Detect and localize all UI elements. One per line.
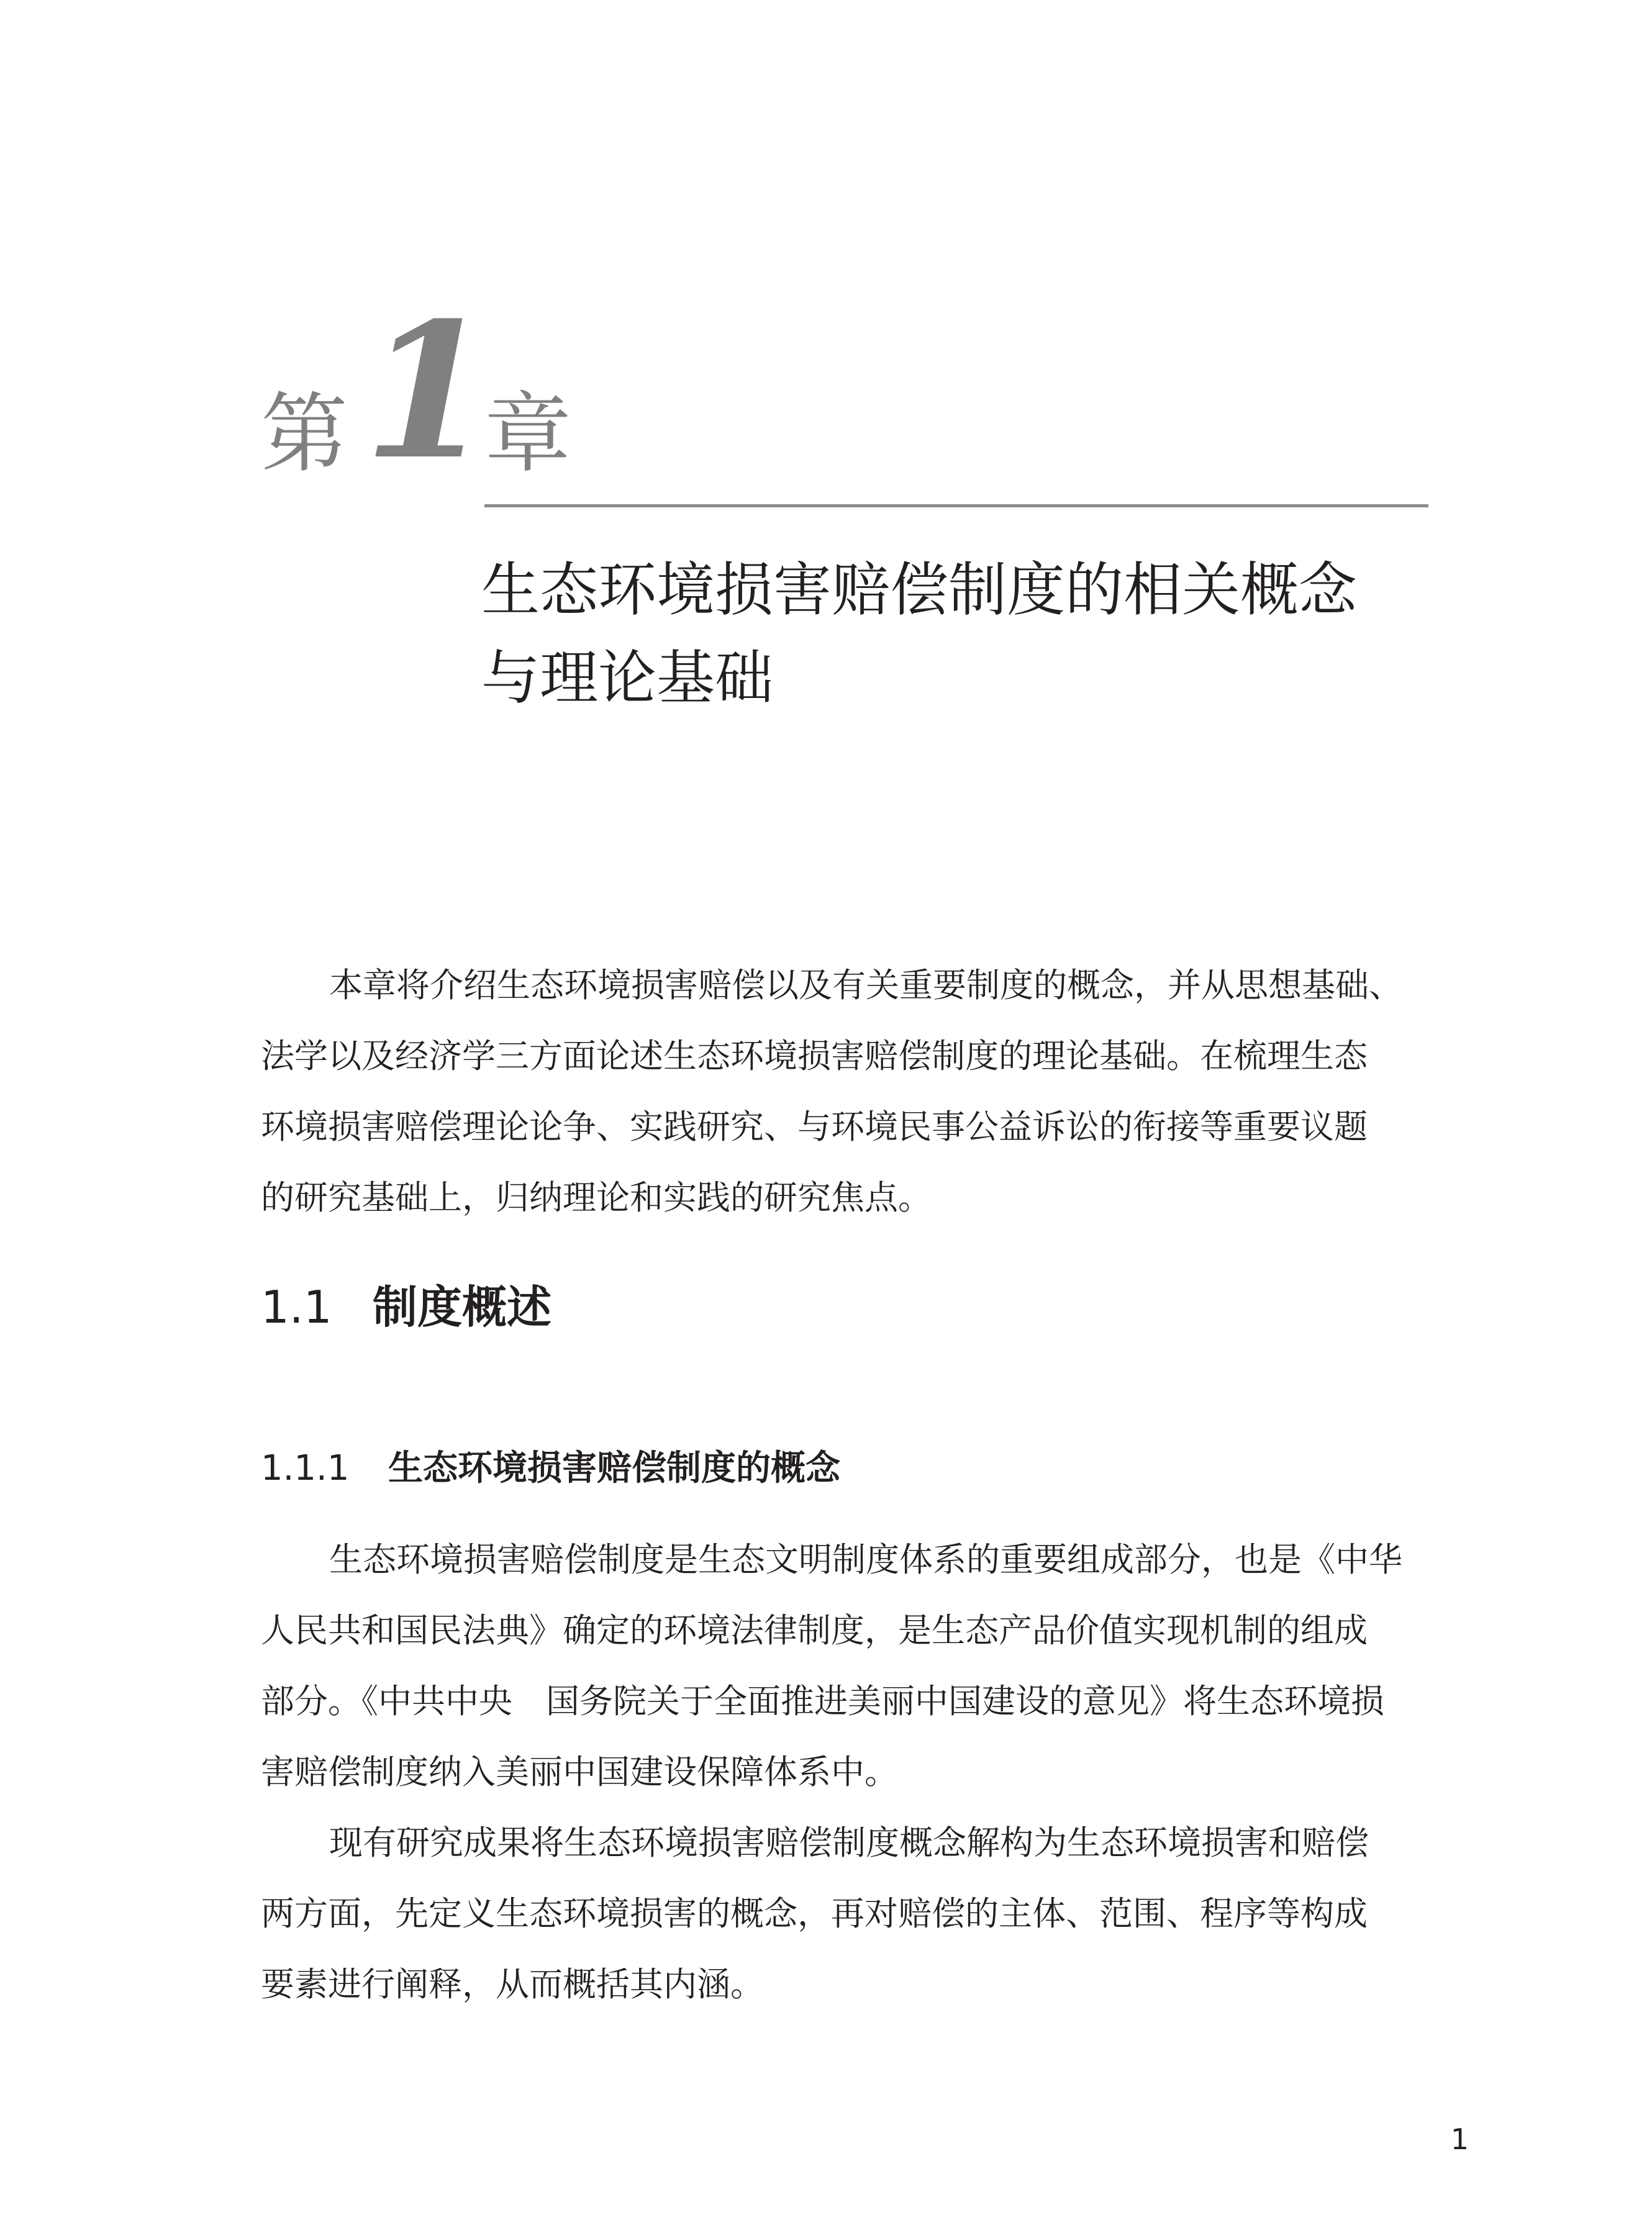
text-line: 环境损害赔偿理论论争、实践研究、与环境民事公益诉讼的衔接等重要议题 [261, 1107, 1368, 1146]
text-line: 的研究基础上，归纳理论和实践的研究焦点。 [261, 1178, 932, 1217]
chapter-prefix: 第 [261, 384, 348, 485]
chapter-suffix: 章 [484, 384, 572, 485]
text-line: 生态环境损害赔偿制度是生态文明制度体系的重要组成部分，也是《中华 [329, 1540, 1402, 1579]
chapter-title-line: 生态环境损害赔偿制度的相关概念 [481, 556, 1358, 624]
text-line: 人民共和国民法典》确定的环境法律制度，是生态产品价值实现机制的组成 [261, 1611, 1368, 1650]
chapter-heading [261, 281, 1130, 501]
text-line: 部分。《中共中央 国务院关于全面推进美丽中国建设的意见》将生态环境损 [261, 1682, 1384, 1721]
body-paragraph-2 [261, 1808, 1441, 2020]
text-line: 现有研究成果将生态环境损害赔偿制度概念解构为生态环境损害和赔偿 [329, 1823, 1369, 1862]
chapter-title [481, 546, 1450, 723]
body-paragraph-1 [261, 1524, 1441, 1808]
text-line: 害赔偿制度纳入美丽中国建设保障体系中。 [261, 1752, 898, 1791]
section-heading [261, 1276, 551, 1338]
chapter-divider [484, 504, 1428, 507]
chapter-title-line: 与理论基础 [481, 645, 774, 712]
subsection-title: 生态环境损害赔偿制度的概念 [388, 1448, 840, 1488]
chapter-number: 1 [363, 281, 493, 501]
text-line: 本章将介绍生态环境损害赔偿以及有关重要制度的概念，并从思想基础、 [329, 966, 1402, 1005]
subsection-number: 1.1.1 [261, 1448, 350, 1488]
text-line: 法学以及经济学三方面论述生态环境损害赔偿制度的理论基础。在梳理生态 [261, 1036, 1368, 1076]
text-line: 要素进行阐释，从而概括其内涵。 [261, 1965, 764, 2004]
intro-paragraph [261, 950, 1441, 1233]
subsection-heading [261, 1444, 840, 1493]
page-number: 1 [1450, 2122, 1469, 2156]
section-title: 制度概述 [373, 1281, 552, 1333]
text-line: 两方面，先定义生态环境损害的概念，再对赔偿的主体、范围、程序等构成 [261, 1894, 1368, 1933]
section-number: 1.1 [261, 1281, 332, 1333]
